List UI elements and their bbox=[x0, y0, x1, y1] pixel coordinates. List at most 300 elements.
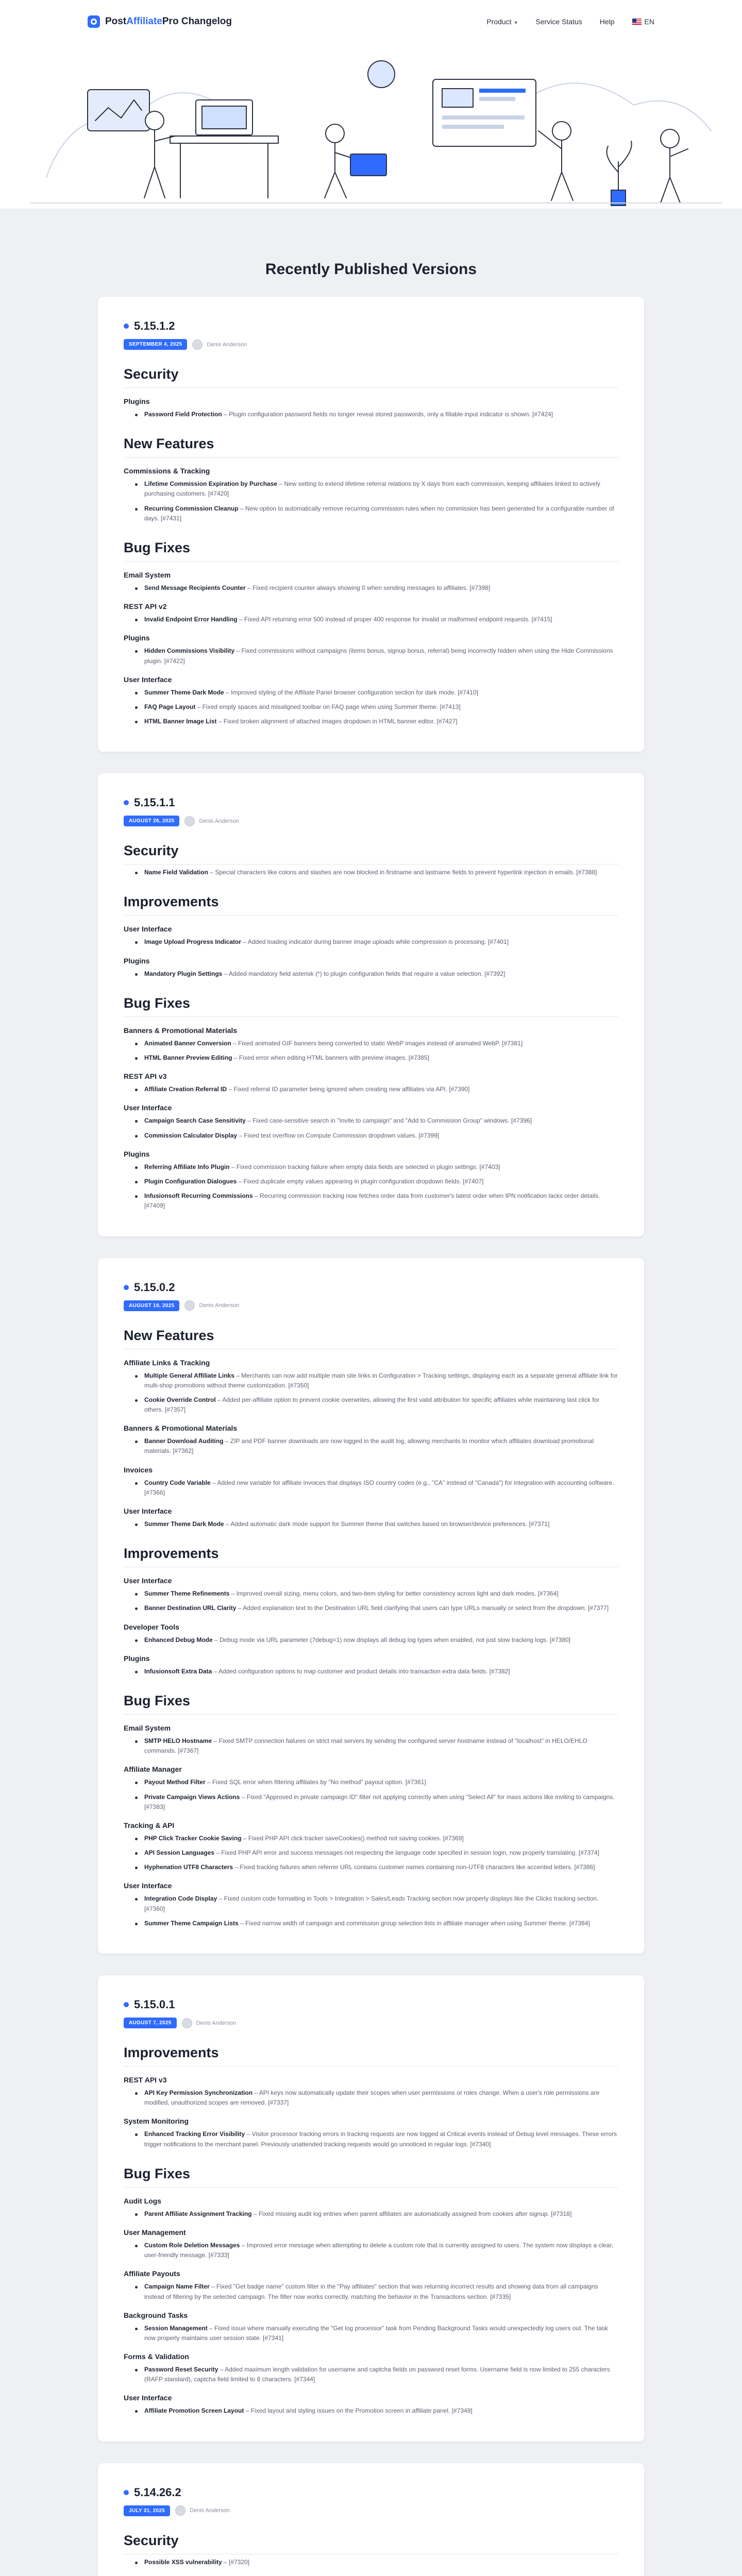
change-item bbox=[124, 2209, 618, 2219]
group-title: Plugins bbox=[124, 1654, 150, 1663]
change-item-separator: – bbox=[227, 1086, 234, 1093]
change-item-description: Added maximum length validation for username and captcha fields on password reset forms. Username field is now limited to 255 characters (RAFP standard), captcha field limited to 8 characters. [#7344] bbox=[144, 2366, 610, 2383]
change-item-separator: – bbox=[212, 1667, 219, 1675]
release-version bbox=[124, 1998, 618, 2011]
change-list bbox=[124, 1667, 618, 1676]
change-list bbox=[124, 1894, 618, 1928]
group-title: Invoices bbox=[124, 1465, 153, 1474]
change-item bbox=[124, 1131, 618, 1141]
change-item-title: HTML Banner Preview Editing bbox=[144, 1054, 232, 1061]
change-item bbox=[124, 1603, 618, 1613]
brand-logo[interactable] bbox=[88, 15, 232, 28]
change-item-description: Fixed animated GIF banners being converted to static WebP images instead of animated WebP. [#7381] bbox=[238, 1039, 523, 1047]
version-dot-icon bbox=[124, 1285, 129, 1290]
change-item bbox=[124, 1862, 618, 1872]
change-list bbox=[124, 2406, 618, 2416]
change-item bbox=[124, 1436, 618, 1456]
change-item-description: [#7320] bbox=[229, 2558, 250, 2566]
release-author-name: Denis Anderson bbox=[199, 818, 240, 824]
release-author-name: Denis Anderson bbox=[199, 1302, 240, 1309]
group-title: REST API v3 bbox=[124, 2076, 167, 2084]
change-item-description: Fixed custom code formatting in Tools > Integration > Sales/Leads Tracking section now properly displays like the Clicks tracking section. [#7360] bbox=[144, 1895, 599, 1912]
change-list bbox=[124, 1436, 618, 1456]
release-card bbox=[98, 1975, 644, 2442]
group-title: User Interface bbox=[124, 925, 172, 934]
change-item bbox=[124, 702, 618, 712]
version-dot-icon bbox=[124, 2002, 129, 2007]
group-title: User Interface bbox=[124, 2394, 172, 2402]
change-item bbox=[124, 1777, 618, 1787]
change-item-description: Improved styling of the Affiliate Panel browser configuration section for dark mode. [#7410] bbox=[231, 688, 479, 696]
change-item-description: Fixed SQL error when filtering affiliates by "No method" payout option. [#7361] bbox=[212, 1778, 426, 1786]
change-item-description: Added automatic dark mode support for Summer theme that switches based on browser/device preferences. [#7371] bbox=[230, 1520, 550, 1528]
section-title: Improvements bbox=[124, 894, 618, 916]
change-list bbox=[124, 1371, 618, 1415]
change-list bbox=[124, 1736, 618, 1756]
change-item-separator: – bbox=[218, 2366, 225, 2374]
change-item-separator: – bbox=[234, 1371, 242, 1379]
group-title: Plugins bbox=[124, 634, 150, 642]
change-item-title: Lifetime Commission Expiration by Purchase bbox=[144, 480, 278, 488]
change-item bbox=[124, 1191, 618, 1211]
change-item-title: HTML Banner Image List bbox=[144, 718, 217, 725]
group-title: Developer Tools bbox=[124, 1622, 179, 1631]
change-item bbox=[124, 688, 618, 698]
change-item bbox=[124, 504, 618, 523]
change-item-description: Fixed case-sensitive search in "Invite to campaign" and "Add to Commission Group" windows. [#7396] bbox=[252, 1117, 532, 1125]
change-item-description: Fixed text overflow on Compute Commission dropdown values. [#7399] bbox=[244, 1131, 440, 1139]
nav-link-product[interactable]: Product ▼ bbox=[486, 18, 518, 26]
change-item-title: FAQ Page Layout bbox=[144, 703, 196, 710]
change-item-description: Fixed recipient counter always showing 0 when sending messages to affiliates. [#7398] bbox=[252, 584, 491, 591]
change-item bbox=[124, 937, 618, 947]
change-item bbox=[124, 1395, 618, 1415]
avatar bbox=[184, 1300, 195, 1311]
change-item-description: Fixed issue where manually executing the "Get log processor" task from Pending Background Tasks would unexpectedly log users out. The task now properly maintains user session state. [#7341] bbox=[144, 2324, 608, 2342]
change-item-title: Animated Banner Conversion bbox=[144, 1039, 231, 1047]
change-item-separator: – bbox=[244, 2407, 251, 2415]
change-item-title: Hidden Commissions Visibility bbox=[144, 647, 235, 655]
group-title: Background Tasks bbox=[124, 2311, 188, 2319]
change-item-separator: – bbox=[240, 1793, 247, 1801]
change-item-separator: – bbox=[214, 1849, 222, 1857]
change-item-title: Custom Role Deletion Messages bbox=[144, 2241, 240, 2249]
change-item-title: Parent Affiliate Assignment Tracking bbox=[144, 2210, 252, 2217]
change-item-description: Fixed commission tracking failure when empty data fields are selected in plugin settings. [#7403] bbox=[236, 1163, 500, 1171]
change-list bbox=[124, 1777, 618, 1812]
change-list bbox=[124, 1478, 618, 1498]
release-date-badge: SEPTEMBER 4, 2025 bbox=[124, 339, 187, 350]
change-item-description: Improved overall sizing, menu colors, and two-item styling for better consistency across light and dark modes. [#7364] bbox=[236, 1590, 559, 1598]
section-title: Security bbox=[124, 2533, 618, 2554]
group-title: Banners & Promotional Materials bbox=[124, 1424, 238, 1433]
change-item-title: Private Campaign Views Actions bbox=[144, 1793, 240, 1801]
change-item-title: Possible XSS vulnerability bbox=[144, 2558, 222, 2566]
group-title: User Management bbox=[124, 2228, 186, 2236]
change-item-title: Summer Theme Refinements bbox=[144, 1590, 230, 1598]
change-item-title: Summer Theme Dark Mode bbox=[144, 688, 224, 696]
change-item-title: Session Management bbox=[144, 2324, 208, 2332]
group-title: Plugins bbox=[124, 1149, 150, 1158]
change-list bbox=[124, 1084, 618, 1094]
change-item-description: Added configuration options to map customer and product details into transaction extra data fields. [#7382] bbox=[218, 1667, 510, 1675]
group-title: Affiliate Links & Tracking bbox=[124, 1358, 210, 1367]
change-item-description: Fixed API returning error 500 instead of proper 400 response for invalid or malformed endpoint requests. [#7415] bbox=[244, 616, 552, 623]
avatar bbox=[192, 340, 203, 350]
group-title: User Interface bbox=[124, 675, 172, 684]
change-list bbox=[124, 1116, 618, 1140]
release-card bbox=[98, 1258, 644, 1954]
change-item-description: Fixed layout and styling issues on the Promotion screen in affiliate panel. [#7349] bbox=[250, 2407, 473, 2415]
change-item-description: Added mandatory field asterisk (*) to plugin configuration fields that require a value selection. [#7392] bbox=[229, 970, 505, 977]
change-item bbox=[124, 410, 618, 419]
change-item-title: Enhanced Tracking Error Visibility bbox=[144, 2130, 245, 2138]
change-item-description: Merchants can now add multiple main site links in Configuration > Tracking settings, displaying each as a separate general affiliate link for multi-shop promotions without theme customization. [#7350] bbox=[144, 1371, 618, 1389]
group-title: User Interface bbox=[124, 1104, 172, 1112]
group-title: User Interface bbox=[124, 1577, 172, 1585]
change-item-title: Referring Affiliate Info Plugin bbox=[144, 1163, 230, 1171]
change-item bbox=[124, 1039, 618, 1048]
change-item-description: Added new variable for affiliate invoices that displays ISO country codes (e.g., "CA" instead of "Canada") for integration with accounting software. [#7366] bbox=[144, 1479, 614, 1496]
change-item bbox=[124, 2088, 618, 2108]
change-item bbox=[124, 1371, 618, 1391]
change-item-title: Summer Theme Dark Mode bbox=[144, 1520, 224, 1528]
change-item bbox=[124, 1736, 618, 1756]
section-title: Improvements bbox=[124, 1546, 618, 1567]
change-item-separator: – bbox=[212, 1737, 219, 1744]
release-meta bbox=[124, 1300, 618, 1311]
change-item-separator: – bbox=[217, 1895, 224, 1903]
change-item-title: Recurring Commission Cleanup bbox=[144, 504, 239, 512]
release-version-label: 5.14.26.2 bbox=[134, 2485, 181, 2499]
brand-mark-icon bbox=[88, 15, 100, 28]
version-dot-icon bbox=[124, 324, 129, 329]
change-item-separator: – bbox=[223, 1437, 230, 1445]
change-list bbox=[124, 2209, 618, 2219]
release-version-label: 5.15.1.2 bbox=[134, 319, 175, 332]
change-item-description: Fixed PHP API error and success messages not respecting the language code specified in session login, now properly translating. [#7374] bbox=[221, 1849, 599, 1857]
nav-link-help[interactable]: Help bbox=[599, 18, 615, 26]
change-list bbox=[124, 1834, 618, 1873]
release-meta bbox=[124, 2018, 618, 2028]
change-item-separator: – bbox=[245, 1117, 253, 1125]
change-item-separator: – bbox=[229, 1590, 237, 1598]
change-item-separator: – bbox=[209, 2283, 217, 2291]
change-item-separator: – bbox=[224, 1520, 231, 1528]
change-item-separator: – bbox=[222, 411, 229, 418]
change-item-title: Campaign Search Case Sensitivity bbox=[144, 1117, 246, 1125]
change-item bbox=[124, 479, 618, 499]
change-item-description: Improved error message when attempting to delete a custom role that is currently assigned to users. The system now displays a clear, user-friendly message. [#7333] bbox=[144, 2241, 614, 2259]
brand-name: PostAffiliatePro Changelog bbox=[105, 16, 232, 27]
change-item-description: ZIP and PDF banner downloads are now logged in the audit log, allowing merchants to monitor which affiliates download promotional materials. [#7362] bbox=[144, 1437, 594, 1455]
change-list bbox=[124, 937, 618, 947]
change-item bbox=[124, 2557, 618, 2567]
change-list bbox=[124, 583, 618, 593]
release-meta bbox=[124, 339, 618, 350]
change-item-description: Special characters like colons and slashes are now blocked in firstname and lastname fields to prevent hyperlink injection in emails. [#7388] bbox=[215, 869, 597, 876]
change-item-description: Fixed SMTP connection failures on strict mail servers by sending the configured server hostname instead of "localhost" in HELO/EHLO commands. [#7367] bbox=[144, 1737, 587, 1755]
release-author-name: Denis Anderson bbox=[207, 341, 247, 348]
group-title: Tracking & API bbox=[124, 1821, 175, 1829]
change-item-description: Plugin configuration password fields no longer reveal stored passwords, only a fillable input indicator is shown. [#7424] bbox=[229, 411, 553, 418]
group-title: Affiliate Manager bbox=[124, 1765, 182, 1774]
release-meta bbox=[124, 2505, 618, 2516]
change-list bbox=[124, 2282, 618, 2301]
change-item-title: Plugin Configuration Dialogues bbox=[144, 1177, 237, 1185]
change-item bbox=[124, 2129, 618, 2149]
version-dot-icon bbox=[124, 800, 129, 805]
change-item bbox=[124, 1919, 618, 1928]
change-item-separator: – bbox=[212, 1636, 220, 1643]
change-item-title: PHP Click Tracker Cookie Saving bbox=[144, 1834, 242, 1842]
change-item-title: Affiliate Creation Referral ID bbox=[144, 1086, 227, 1093]
change-item bbox=[124, 1792, 618, 1812]
language-selector[interactable]: EN bbox=[632, 18, 654, 26]
change-item-description: Fixed referral ID parameter being ignored when creating new affiliates via API. [#7390] bbox=[233, 1086, 470, 1093]
change-item-title: Commission Calculator Display bbox=[144, 1131, 238, 1139]
change-item bbox=[124, 1116, 618, 1126]
change-list bbox=[124, 2365, 618, 2384]
change-item bbox=[124, 868, 618, 877]
release-version bbox=[124, 1281, 618, 1294]
nav-link-service-status[interactable]: Service Status bbox=[535, 18, 582, 26]
change-item-separator: – bbox=[277, 480, 284, 488]
release-date-badge: AUGUST 7, 2025 bbox=[124, 2018, 177, 2028]
change-item-title: Infusionsoft Recurring Commissions bbox=[144, 1192, 253, 1200]
avatar bbox=[182, 2018, 192, 2028]
change-item bbox=[124, 2324, 618, 2343]
change-item-title: API Session Languages bbox=[144, 1849, 215, 1857]
change-item bbox=[124, 646, 618, 666]
release-version-label: 5.15.1.1 bbox=[134, 796, 175, 809]
change-item-separator: – bbox=[233, 1863, 240, 1871]
change-item bbox=[124, 1635, 618, 1645]
change-list bbox=[124, 969, 618, 979]
change-item bbox=[124, 1848, 618, 1858]
release-card bbox=[98, 297, 644, 752]
change-item-description: Added loading indicator during banner image uploads while compression is processing. [#7401] bbox=[247, 938, 509, 946]
change-item-title: Hyphenation UTF8 Characters bbox=[144, 1863, 233, 1871]
release-card bbox=[98, 2463, 644, 2576]
change-item bbox=[124, 1177, 618, 1187]
change-item-title: SMTP HELO Hostname bbox=[144, 1737, 212, 1744]
group-title: System Monitoring bbox=[124, 2117, 189, 2126]
release-card bbox=[98, 773, 644, 1236]
change-list bbox=[124, 868, 618, 877]
release-version-label: 5.15.0.2 bbox=[134, 1280, 175, 1294]
change-item-title: Mandatory Plugin Settings bbox=[144, 970, 223, 977]
change-item-description: Fixed PHP API click tracker saveCookies() method not saving cookies. [#7369] bbox=[248, 1834, 464, 1842]
release-author bbox=[182, 2018, 237, 2028]
office-scene-illustration bbox=[0, 43, 742, 209]
change-item-title: Image Upload Progress Indicator bbox=[144, 938, 242, 946]
change-item bbox=[124, 2282, 618, 2301]
change-item bbox=[124, 615, 618, 624]
release-author-name: Denis Anderson bbox=[190, 2507, 230, 2514]
change-item bbox=[124, 1478, 618, 1498]
change-list bbox=[124, 2088, 618, 2108]
group-title: User Interface bbox=[124, 1507, 172, 1515]
change-item-title: Payout Method Filter bbox=[144, 1778, 206, 1786]
change-item-separator: – bbox=[208, 869, 215, 876]
change-item-separator: – bbox=[222, 970, 229, 977]
change-item-description: Fixed tracking failures when referrer URL contains customer names containing non-UTF8 characters like accented letters. [#7386] bbox=[240, 1863, 595, 1871]
change-item-separator: – bbox=[240, 2241, 247, 2249]
change-item-separator: – bbox=[216, 718, 224, 725]
release-author bbox=[192, 340, 247, 350]
change-list bbox=[124, 1162, 618, 1211]
change-item bbox=[124, 1162, 618, 1172]
release-list bbox=[98, 297, 644, 2576]
change-item-description: Fixed commissions without campaigns (items bonus, signup bonus, referral) being incorrectly hidden when using the Hide Commissions plugin. [#7422] bbox=[144, 647, 613, 665]
change-item-title: Integration Code Display bbox=[144, 1895, 217, 1903]
change-item bbox=[124, 1894, 618, 1913]
change-item-description: Added per-affiliate option to prevent cookie overwrites, allowing the first valid attribution for specific affiliates while maintaining last click for others. [#7357] bbox=[144, 1396, 600, 1414]
section-title: Bug Fixes bbox=[124, 1693, 618, 1715]
change-item-description: New setting to extend lifetime referral relations by X days from each commission, keeping affiliates linked to actively purchasing customers. [#7420] bbox=[144, 480, 600, 498]
group-title: Audit Logs bbox=[124, 2196, 162, 2205]
change-item-separator: – bbox=[205, 1778, 213, 1786]
change-item-title: Infusionsoft Extra Data bbox=[144, 1667, 212, 1675]
change-item-title: Summer Theme Campaign Lists bbox=[144, 1919, 239, 1927]
change-item bbox=[124, 2241, 618, 2260]
release-author bbox=[184, 816, 239, 826]
change-item-separator: – bbox=[236, 1604, 243, 1612]
section-title: Improvements bbox=[124, 2045, 618, 2066]
change-item-separator: – bbox=[237, 1131, 244, 1139]
change-item-title: Invalid Endpoint Error Handling bbox=[144, 616, 238, 623]
change-item-title: API Key Permission Synchronization bbox=[144, 2089, 253, 2096]
change-item-description: Added explanation text to the Destination URL field clarifying that users can type URLs manually or select from the dropdown. [#7377] bbox=[243, 1604, 609, 1612]
change-list bbox=[124, 410, 618, 419]
group-title: Affiliate Payouts bbox=[124, 2269, 180, 2278]
section-title: Security bbox=[124, 843, 618, 865]
avatar bbox=[184, 816, 195, 826]
change-item-title: Country Code Variable bbox=[144, 1479, 211, 1486]
change-item bbox=[124, 1053, 618, 1063]
change-item-description: Visitor processor tracking errors in tracking requests are now logged at Critical events instead of Debug level messages. These errors trigger notifications to the merchant panel. Previously unattended tracking requests would go unnoticed in regular logs. [#7340] bbox=[144, 2130, 617, 2148]
change-item-title: Campaign Name Filter bbox=[144, 2283, 210, 2291]
change-item-description: Fixed narrow width of campaign and commission group selection lists in affiliate manager when using Summer theme. [#7384] bbox=[245, 1919, 590, 1927]
change-item bbox=[124, 969, 618, 979]
change-item-separator: – bbox=[222, 2558, 229, 2566]
group-title: Email System bbox=[124, 1723, 171, 1732]
change-item-separator: – bbox=[245, 584, 253, 591]
change-item-title: Affiliate Promotion Screen Layout bbox=[144, 2407, 244, 2415]
release-meta bbox=[124, 816, 618, 826]
change-list bbox=[124, 615, 618, 624]
change-item-description: Fixed empty spaces and misaligned toolbar on FAQ page when using Summer theme. [#7413] bbox=[202, 703, 461, 710]
change-list bbox=[124, 2241, 618, 2260]
section-title: New Features bbox=[124, 436, 618, 457]
release-version-label: 5.15.0.1 bbox=[134, 1998, 175, 2011]
change-item-description: Fixed error when editing HTML banners with preview images. [#7385] bbox=[239, 1054, 429, 1061]
avatar bbox=[175, 2505, 185, 2516]
change-item-title: Banner Download Auditing bbox=[144, 1437, 224, 1445]
change-item-title: Cookie Override Control bbox=[144, 1396, 216, 1403]
change-item-title: Name Field Validation bbox=[144, 869, 209, 876]
change-item-separator: – bbox=[195, 703, 203, 710]
change-item bbox=[124, 1667, 618, 1676]
change-item bbox=[124, 1084, 618, 1094]
group-title: Commissions & Tracking bbox=[124, 467, 210, 476]
change-item-separator: – bbox=[207, 2324, 215, 2332]
change-item-separator: – bbox=[241, 938, 248, 946]
section-title: Security bbox=[124, 366, 618, 388]
group-title: Email System bbox=[124, 570, 171, 579]
change-item-separator: – bbox=[237, 616, 245, 623]
change-item-description: Recurring commission tracking now fetches order data from customer's latest order when IPN notification lacks order details. [#7409] bbox=[144, 1192, 600, 1210]
change-list bbox=[124, 688, 618, 727]
change-item-title: Password Field Protection bbox=[144, 411, 222, 418]
group-title: Banners & Promotional Materials bbox=[124, 1026, 238, 1035]
group-title: Plugins bbox=[124, 397, 150, 405]
change-item-description: Fixed broken alignment of attached images dropdown in HTML banner editor. [#7427] bbox=[223, 718, 458, 725]
release-version bbox=[124, 796, 618, 809]
change-item-separator: – bbox=[232, 1054, 239, 1061]
change-item-separator: – bbox=[245, 2130, 252, 2138]
release-author-name: Denis Anderson bbox=[196, 2020, 237, 2026]
change-item-separator: – bbox=[252, 2089, 259, 2096]
change-item-separator: – bbox=[238, 1919, 246, 1927]
version-dot-icon bbox=[124, 2490, 129, 2495]
change-item bbox=[124, 1589, 618, 1599]
change-item-separator: – bbox=[251, 2210, 259, 2217]
change-item-separator: – bbox=[252, 1192, 260, 1200]
change-item-separator: – bbox=[237, 1177, 244, 1185]
change-list bbox=[124, 1635, 618, 1645]
us-flag-icon bbox=[632, 19, 642, 25]
change-list bbox=[124, 1589, 618, 1613]
change-item-title: Enhanced Debug Mode bbox=[144, 1636, 213, 1643]
change-item-separator: – bbox=[210, 1479, 217, 1486]
change-item-description: Fixed "Approved in private campaign ID" filter not applying correctly when using "Select All" for mass actions like inviting to campaigns. [#7383] bbox=[144, 1793, 615, 1810]
group-title: Forms & Validation bbox=[124, 2352, 189, 2361]
change-list bbox=[124, 2557, 618, 2567]
change-item-description: API keys now automatically update their scopes when user permissions or roles change. When a user's role permissions are modified, unauthorized scopes are removed. [#7337] bbox=[144, 2089, 600, 2107]
section-title: Bug Fixes bbox=[124, 2166, 618, 2188]
change-item-description: New option to automatically remove recurring commission rules when no commission has been generated for a configurable number of days. [#7431] bbox=[144, 504, 614, 522]
change-item-separator: – bbox=[224, 688, 231, 696]
nav-links bbox=[486, 18, 654, 26]
change-item-separator: – bbox=[229, 1163, 237, 1171]
release-version bbox=[124, 319, 618, 333]
hero-illustration bbox=[0, 43, 742, 209]
release-date-badge: AUGUST 26, 2025 bbox=[124, 816, 179, 826]
group-title: REST API v2 bbox=[124, 602, 167, 611]
release-date-badge: JULY 31, 2025 bbox=[124, 2505, 170, 2516]
release-author bbox=[184, 1300, 239, 1311]
change-item-title: Multiple General Affiliate Links bbox=[144, 1371, 234, 1379]
change-item-separator: – bbox=[215, 1396, 223, 1403]
change-item bbox=[124, 1834, 618, 1843]
release-author bbox=[175, 2505, 230, 2516]
change-item-separator: – bbox=[231, 1039, 239, 1047]
group-title: Plugins bbox=[124, 956, 150, 965]
change-list bbox=[124, 1519, 618, 1529]
section-title: New Features bbox=[124, 1328, 618, 1349]
change-item bbox=[124, 2365, 618, 2384]
change-list bbox=[124, 646, 618, 666]
change-item-title: Send Message Recipients Counter bbox=[144, 584, 246, 591]
change-item-separator: – bbox=[238, 504, 246, 512]
change-item bbox=[124, 2406, 618, 2416]
change-item-title: Banner Destination URL Clarity bbox=[144, 1604, 237, 1612]
section-title: Bug Fixes bbox=[124, 995, 618, 1017]
group-title: User Interface bbox=[124, 1882, 172, 1890]
change-item-title: Password Reset Security bbox=[144, 2366, 218, 2374]
